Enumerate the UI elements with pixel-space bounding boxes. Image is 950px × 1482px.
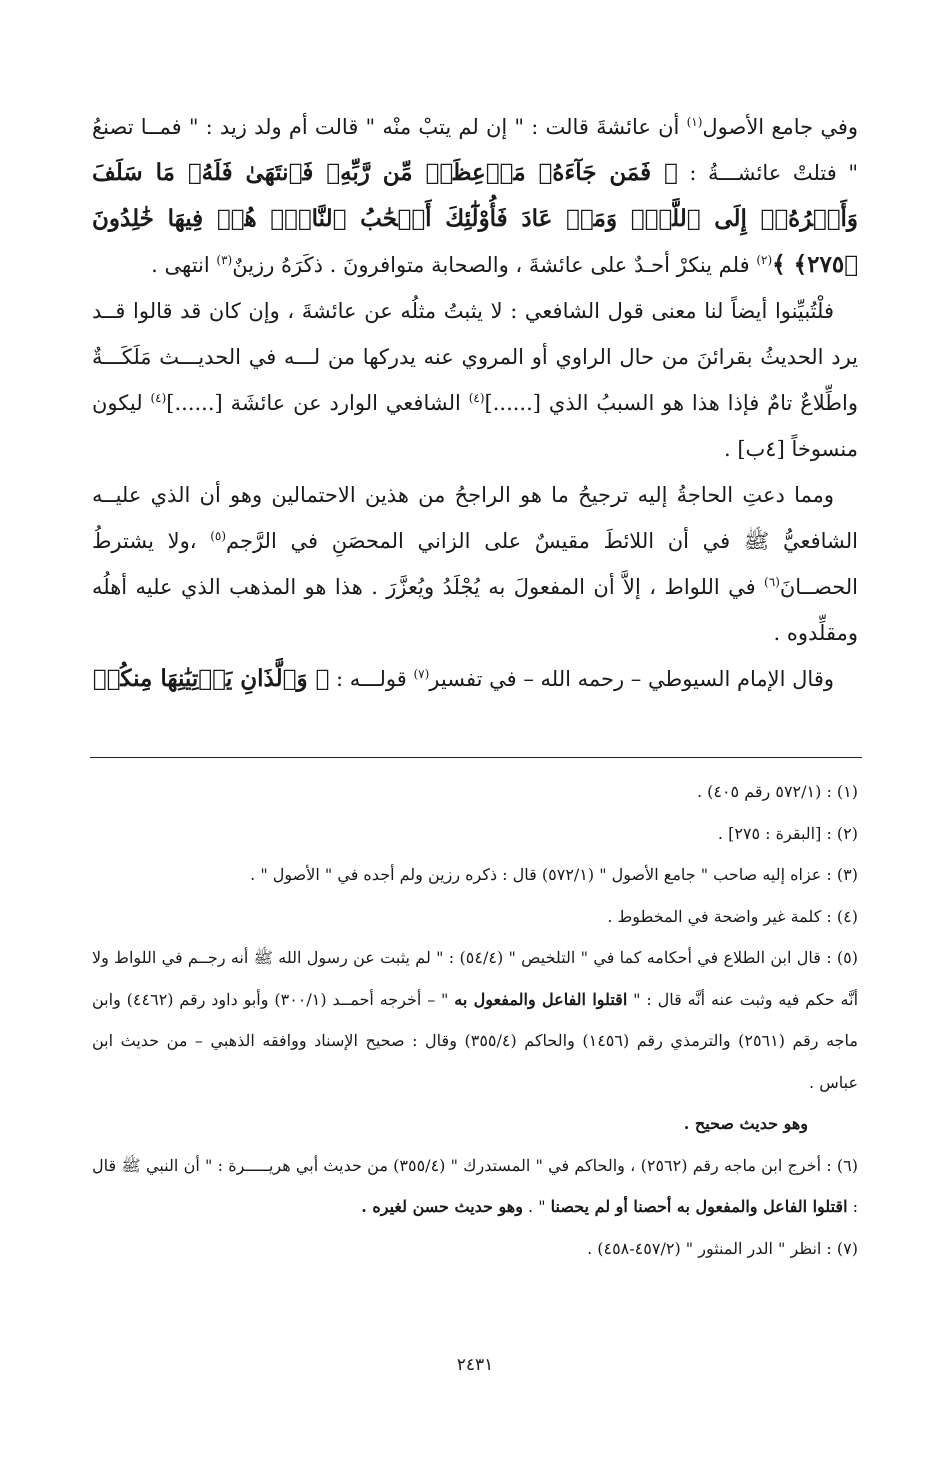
paragraph-2-part-c: ليكون منسوخاً [٤ب] .	[92, 391, 858, 461]
quran-verse-baqarah-275: ﴿ فَمَن جَآءَهُۥ مَوۡعِظَةٞ مِّن رَّبِّهِۦ فَٱنتَهَىٰ فَلَهُۥ مَا سَلَفَ وَأَمۡرُهُۥٓ إِلَى ٱللَّهِۖ وَمَنۡ عَادَ فَأُوْلَٰٓئِكَ أَصۡحَٰبُ ٱلنَّارِۖ هُمۡ فِيهَا خَٰلِدُونَ ﴿٢٧٥﴾ ﴾	[92, 159, 858, 278]
paragraph-1-part-a: وفي جامع الأصول	[702, 115, 859, 139]
footnote-6-part-a: (٦) : أخرج ابن ماجه رقم (٢٥٦٢) ، والحاكم في " المستدرك " (٣٥٥/٤) من حديث أبي هريـــــرة : " أن النبي ﷺ قال :	[92, 1155, 859, 1216]
footnote-ref-5[interactable]: (٥)	[210, 529, 227, 543]
paragraph-1-part-c: فلم ينكرْ أحـدٌ على عائشةَ ، والصحابة متوافرونَ . ذكَرَهُ رزينٌ	[232, 253, 757, 277]
paragraph-2-part-a: فلْتُبيِّنوا أيضاً لنا معنى قول الشافعي : لا يثبتُ مثلُه عن عائشةَ ، وإن كان قد قالوا قــد يرد الحديثُ بقرائنَ من حال الراوي أو المروي عنه يدركها من لـــه في الحديـــث مَلَكَـــةٌ واطِّلاعٌ تامٌ فإذا هذا هو السببُ الذي [......]	[92, 299, 858, 415]
footnote-6-grade: وهو حديث حسن لغيره .	[361, 1197, 523, 1216]
paragraph-1-part-d: انتهى .	[151, 253, 217, 277]
paragraph-3	[92, 472, 858, 656]
footnote-ref-2[interactable]: (٢)	[756, 253, 773, 267]
paragraph-4	[92, 656, 858, 702]
footnote-ref-4a[interactable]: (٤)	[468, 391, 485, 405]
footnote-6-part-b: " .	[522, 1197, 551, 1216]
footnote-ref-6[interactable]: (٦)	[764, 575, 780, 589]
footnote-2: (٢) : [البقرة : ٢٧٥] .	[717, 823, 858, 843]
footnote-separator	[90, 757, 862, 758]
footnote-1: (١) : (٥٧٢/١ رقم ٤٠٥) .	[696, 782, 858, 801]
paragraph-3-part-c: في اللواط ، إلاَّ أن المفعولَ به يُجْلَدُ ويُعزَّرَ . هذا هو المذهب الذي عليه أهلُه ومقلِّدوه .	[92, 575, 858, 645]
footnote-ref-4b[interactable]: (٤)	[150, 391, 167, 405]
footnote-5-hadith-text: اقتلوا الفاعل والمفعول به	[454, 989, 628, 1009]
paragraph-4-part-b: قولـــه :	[329, 667, 414, 691]
footnote-6	[92, 1145, 858, 1228]
paragraph-2	[92, 288, 858, 472]
footnote-3: (٣) : عزاه إليه صاحب " جامع الأصول " (٥٧٢/١) قال : ذكره رزين ولم أجده في " الأصول " .	[250, 865, 858, 884]
paragraph-3-part-a: ومما دعتِ الحاجةُ إليه ترجيحُ ما هو الراجحُ من هذين الاحتمالين وهو أن الذي عليــه الشافعيُّ ﷺ في أن اللائطَ مقيسٌ على الزاني المحصَنِ في الرَّجم	[92, 483, 858, 553]
main-body-text	[92, 104, 858, 702]
footnote-5-part-a: (٥) : قال ابن الطلاع في أحكامه كما في " التلخيص " (٥٤/٤) : " لم يثبت عن رسول الله ﷺ أنه رجــم في اللواط ولا أنَّه حكم فيه وثبت عنه أنَّه قال : "	[92, 948, 859, 1009]
paragraph-1-part-b: أن عائشةَ قالت : " إن لم يتبْ منْه " قالت أم ولد زيد : " فمــا تصنعُ " فتلتْ عائشـــةُ :	[92, 115, 859, 185]
page-number: ٢٤٣١	[456, 1355, 494, 1375]
footnote-7: (٧) : انظر " الدر المنثور " (٤٥٧/٢-٤٥٨) .	[587, 1238, 858, 1258]
paragraph-3-part-b: ،ولا يشترطُ الحصــانَ	[92, 529, 858, 599]
footnote-ref-1[interactable]: (١)	[686, 115, 703, 129]
paragraph-1	[92, 104, 858, 288]
footnote-5-part-b: " – أخرجه أحمــد (٣٠٠/١) وأبو داود رقم (٤٤٦٢) وابن ماجه رقم (٢٥٦١) والترمذي رقم (١٤٥٦) والحاكم (٣٥٥/٤) وقال : صحيح الإسناد ووافقه الذهبي – من حديث ابن عباس .	[92, 989, 859, 1092]
footnote-5	[92, 937, 858, 1103]
footnote-4: (٤) : كلمة غير واضحة في المخطوط .	[607, 906, 858, 926]
footnote-5-grade: وهو حديث صحيح .	[683, 1114, 808, 1133]
footnotes-section	[92, 771, 858, 1269]
paragraph-2-part-b: الشافعي الوارد عن عائشَة [......]	[166, 391, 469, 415]
paragraph-4-part-a: وقال الإمام السيوطي – رحمه الله – في تفسير	[429, 667, 834, 691]
footnote-6-hadith-text: اقتلوا الفاعل والمفعول به أحصنا أو لم يحصنا	[550, 1197, 848, 1216]
footnote-ref-7[interactable]: (٧)	[413, 667, 430, 681]
quran-verse-nisa-16: ﴿ وَٱلَّذَانِ يَأۡتِيَٰنِهَا مِنكُمۡ	[92, 665, 330, 692]
footnote-ref-3[interactable]: (٣)	[216, 253, 233, 267]
